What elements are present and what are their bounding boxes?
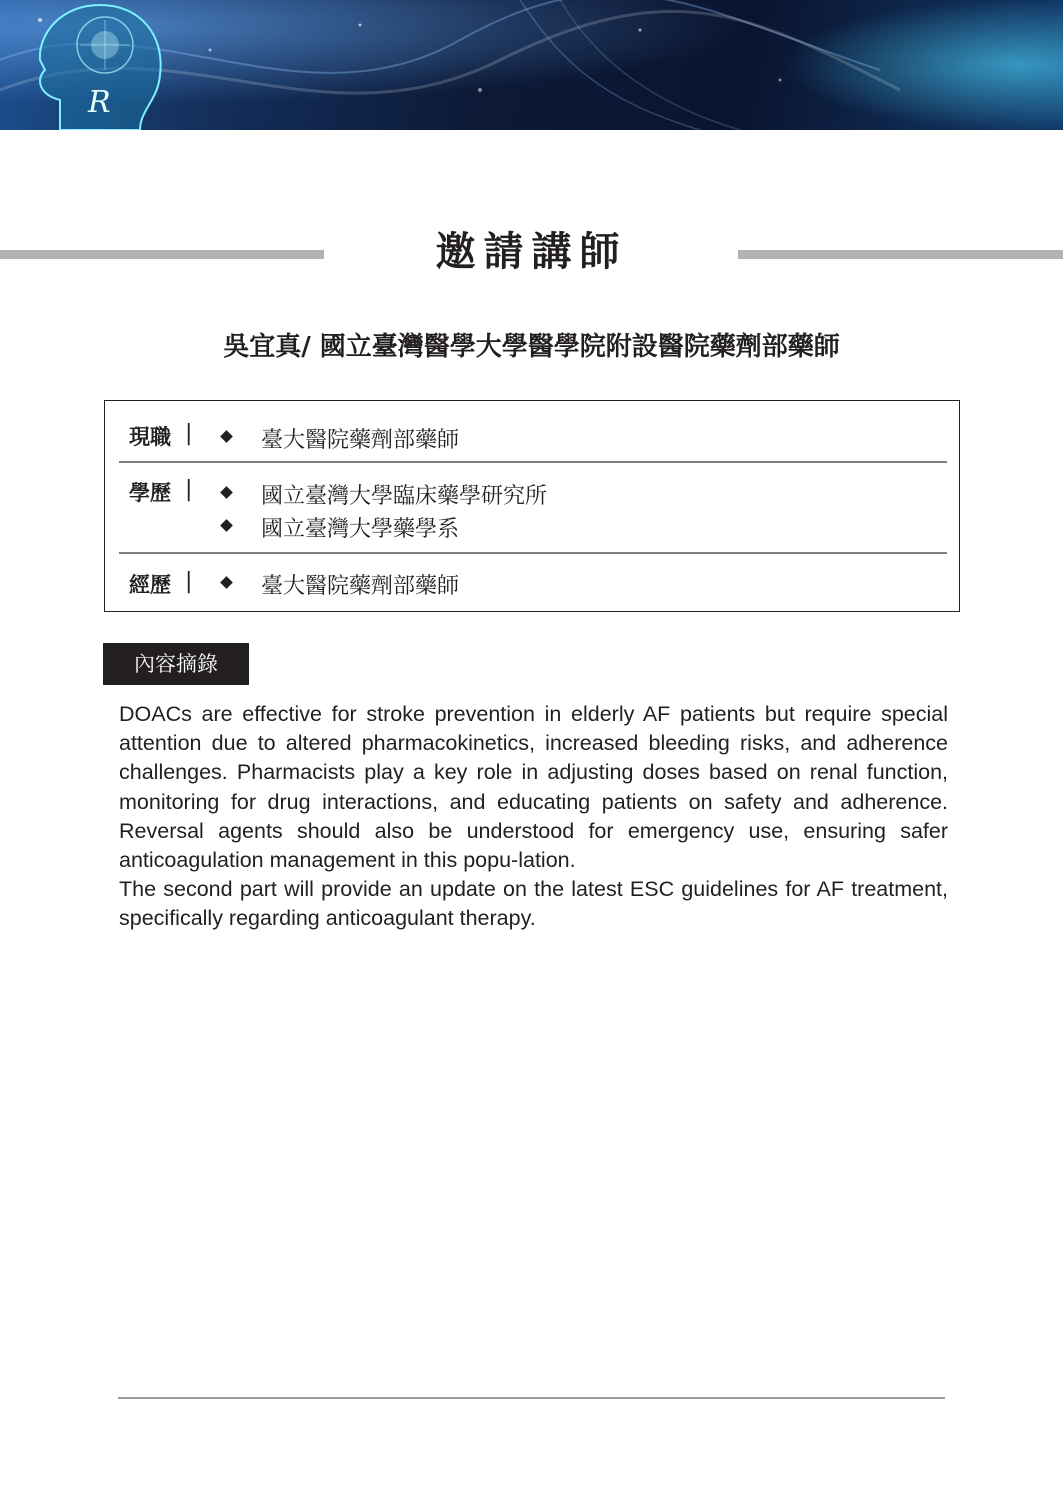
row-label: 學歷	[129, 481, 171, 505]
diamond-bullet-icon	[220, 576, 233, 589]
header-banner	[0, 0, 1063, 130]
title-rule-right	[738, 250, 1063, 259]
row-separator: |	[185, 421, 193, 446]
abstract-paragraph: The second part will provide an update on the latest ESC guidelines for AF treatment, specifically regarding anticoagulant therapy.	[119, 877, 948, 931]
diamond-bullet-icon	[220, 519, 233, 532]
rx-logo: R	[88, 85, 111, 120]
abstract-heading: 內容摘錄	[103, 643, 249, 685]
abstract-body	[119, 700, 948, 934]
diamond-bullet-icon	[220, 430, 233, 443]
row-separator: |	[185, 477, 193, 502]
speaker-name: 吳宜真/ 國立臺灣醫學大學醫學院附設醫院藥劑部藥師	[223, 332, 840, 362]
row-divider	[119, 461, 947, 463]
footer-rule	[118, 1397, 945, 1399]
row-separator: |	[185, 569, 193, 594]
ai-head-icon	[0, 0, 180, 130]
row-label: 現職	[129, 425, 171, 449]
abstract-paragraph: DOACs are effective for stroke prevention in elderly AF patients but require special attention due to altered pharmacokinetics, increased bleeding risks, and adherence challenges. Pharmacists play a key role in adjusting doses based on renal function, monitoring for drug interactions, and educating patients on safety and adherence. Reversal agents should also be understood for emergency use, ensuring safer anticoagulation management in this popu-lation.	[119, 702, 948, 873]
title-rule-left	[0, 250, 324, 259]
speaker-info-box: 現職 | 臺大醫院藥劑部藥師 學歷 | 國立臺灣大學臨床藥學研究所 國立臺灣大學藥學系 經歷 | 臺大醫院藥劑部藥師	[104, 400, 960, 612]
diamond-bullet-icon	[220, 486, 233, 499]
row-divider	[119, 552, 947, 554]
row-label: 經歷	[129, 573, 171, 597]
page-title: 邀請講師	[435, 229, 628, 275]
